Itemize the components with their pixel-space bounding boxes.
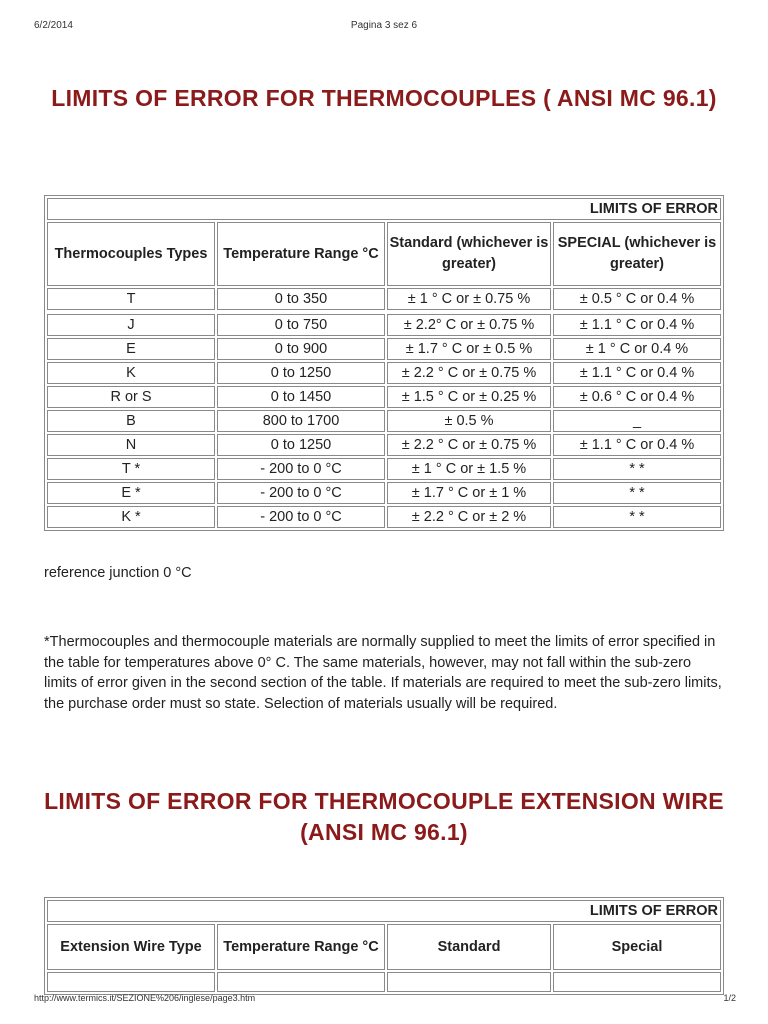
print-page-info: Pagina 3 sez 6 <box>350 20 418 31</box>
table-cell: ± 2.2 ° C or ± 0.75 % <box>387 434 551 456</box>
table-cell: B <box>47 410 215 432</box>
table-cell: E * <box>47 482 215 504</box>
table-cell: 0 to 1250 <box>217 362 385 384</box>
table-row <box>47 362 721 384</box>
table-cell: 800 to 1700 <box>217 410 385 432</box>
table-cell: ± 1 ° C or 0.4 % <box>553 338 721 360</box>
table-cell: T <box>47 288 215 310</box>
table-cell: 0 to 350 <box>217 288 385 310</box>
print-date: 6/2/2014 <box>34 20 73 31</box>
table-cell: 0 to 1250 <box>217 434 385 456</box>
table-cell: ± 0.6 ° C or 0.4 % <box>553 386 721 408</box>
table-row <box>47 410 721 432</box>
table-cell: R or S <box>47 386 215 408</box>
table-cell: ± 1 ° C or ± 0.75 % <box>387 288 551 310</box>
table-row <box>47 386 721 408</box>
table-cell: 0 to 750 <box>217 314 385 336</box>
table-cell: * * <box>553 482 721 504</box>
section1-title: LIMITS OF ERROR FOR THERMOCOUPLES ( ANSI MC 96.1) <box>51 85 717 111</box>
table-cell: 0 to 900 <box>217 338 385 360</box>
section2-title: LIMITS OF ERROR FOR THERMOCOUPLE EXTENSION WIRE (ANSI MC 96.1) <box>44 788 724 845</box>
table-cell: K * <box>47 506 215 528</box>
table-cell: _ <box>553 410 721 432</box>
table-row <box>47 314 721 336</box>
table-cell: ± 2.2 ° C or ± 2 % <box>387 506 551 528</box>
table-cell: N <box>47 434 215 456</box>
table-cell <box>47 972 215 992</box>
table-cell: * * <box>553 506 721 528</box>
footnote-paragraph: *Thermocouples and thermocouple materials are normally supplied to meet the limits of error specified in the table for temperatures above 0° C. The same materials, however, may not fall within the sub-zero limits of error given in the second section of the table. If materials are required to meet the sub-zero limits, the purchase order must so state. Selection of materials usually will be required. <box>44 634 722 712</box>
reference-junction-note: reference junction 0 °C <box>44 565 192 581</box>
thermocouple-limits-table <box>44 195 724 531</box>
table-cell: ± 1.1 ° C or 0.4 % <box>553 362 721 384</box>
table-cell: ± 2.2 ° C or ± 0.75 % <box>387 362 551 384</box>
table-cell: - 200 to 0 °C <box>217 458 385 480</box>
print-url: http://www.termics.it/SEZIONE%206/inglese/page3.htm <box>34 993 256 1003</box>
table-cell: ± 1.7 ° C or ± 0.5 % <box>387 338 551 360</box>
table-cell <box>387 972 551 992</box>
extension-wire-limits-table <box>44 897 724 995</box>
table-cell: E <box>47 338 215 360</box>
table-banner: LIMITS OF ERROR <box>47 900 721 922</box>
column-header-range: Temperature Range °C <box>217 924 385 970</box>
table-row <box>47 506 721 528</box>
table-row <box>47 434 721 456</box>
column-header-range: Temperature Range °C <box>217 222 385 286</box>
column-header-standard: Standard (whichever is greater) <box>387 222 551 286</box>
table-row <box>47 482 721 504</box>
table-row <box>47 338 721 360</box>
table-cell: ± 1.1 ° C or 0.4 % <box>553 314 721 336</box>
table-banner: LIMITS OF ERROR <box>47 198 721 220</box>
table-row <box>47 288 721 310</box>
table-cell: ± 0.5 % <box>387 410 551 432</box>
table-cell <box>553 972 721 992</box>
table-cell: ± 2.2° C or ± 0.75 % <box>387 314 551 336</box>
table-row <box>47 458 721 480</box>
table-cell: ± 1.1 ° C or 0.4 % <box>553 434 721 456</box>
table-cell: - 200 to 0 °C <box>217 506 385 528</box>
table-cell: K <box>47 362 215 384</box>
table-cell: J <box>47 314 215 336</box>
table-cell: ± 1.5 ° C or ± 0.25 % <box>387 386 551 408</box>
print-page-count: 1/2 <box>723 993 736 1003</box>
column-header-special: SPECIAL (whichever is greater) <box>553 222 721 286</box>
table-cell: - 200 to 0 °C <box>217 482 385 504</box>
table-cell: ± 1.7 ° C or ± 1 % <box>387 482 551 504</box>
column-header-wire-type: Extension Wire Type <box>47 924 215 970</box>
table-cell: 0 to 1450 <box>217 386 385 408</box>
column-header-types: Thermocouples Types <box>47 222 215 286</box>
table-cell: T * <box>47 458 215 480</box>
table-cell: ± 0.5 ° C or 0.4 % <box>553 288 721 310</box>
column-header-standard: Standard <box>387 924 551 970</box>
table-cell: * * <box>553 458 721 480</box>
table-cell <box>217 972 385 992</box>
column-header-special: Special <box>553 924 721 970</box>
table-cell: ± 1 ° C or ± 1.5 % <box>387 458 551 480</box>
